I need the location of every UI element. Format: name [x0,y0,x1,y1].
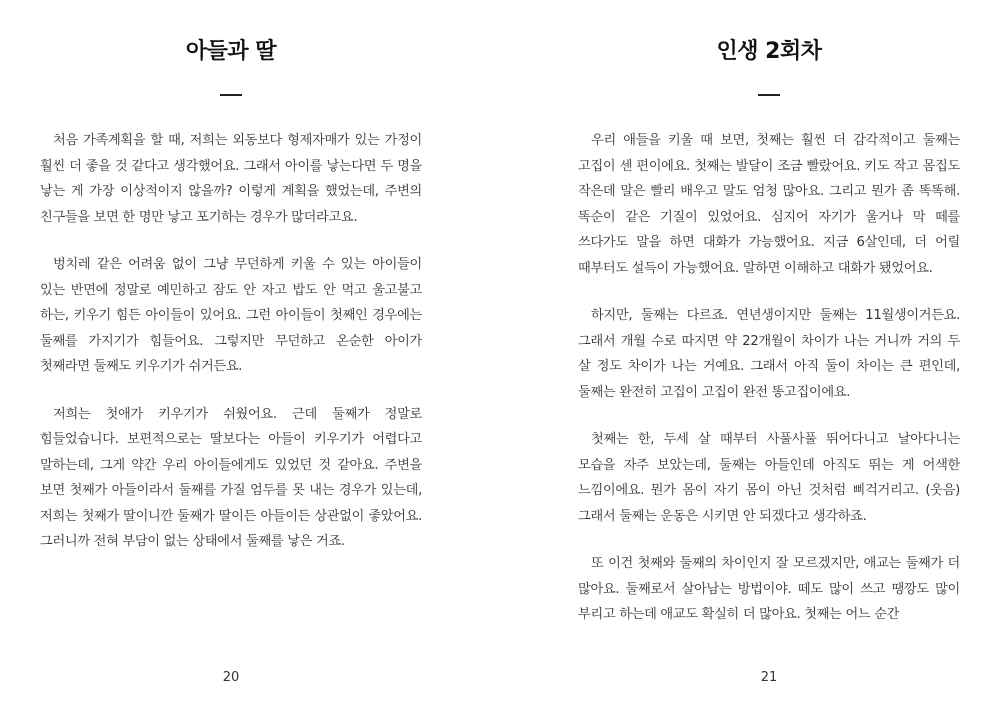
paragraph: 우리 애들을 키울 때 보면, 첫째는 훨씬 더 감각적이고 둘째는 고집이 센 편이에요. 첫째는 발달이 조금 빨랐어요. 키도 작고 몸집도 작은데 말은 빨리 배우고 말도 엄청 많아요. 그리고 뭔가 좀 똑똑해. 똑순이 같은 기질이 있었어요. 심지어 자기가 울거나 막 떼를 쓰다가도 말을 하면 대화가 가능했어요. 지금 6살인데, 더 어릴 때부터도 설득이 가능했어요. 말하면 이해하고 대화가 됐었어요. [578,133,960,276]
page-title: 인생 2회차 [716,39,822,64]
paragraph: 처음 가족계획을 할 때, 저희는 외동보다 형제자매가 있는 가정이 훨씬 더 좋을 것 같다고 생각했어요. 그래서 아이를 낳는다면 두 명을 낳는 게 가장 이상적이지 않을까? 이렇게 계획을 했었는데, 주변의 친구들을 보면 한 명만 낳고 포기하는 경우가 많더라고요. [40,133,422,225]
title-divider [758,94,780,96]
left-page [40,0,422,711]
paragraph: 하지만, 둘째는 다르죠. 연년생이지만 둘째는 11월생이거든요. 그래서 개월 수로 따지면 약 22개월이 차이가 나는 거니까 거의 두 살 정도 차이가 나는 거예요. 그래서 아직 둘이 차이는 큰 편인데, 둘째는 완전히 고집이 고집이 완전 똥고집이에요. [578,308,960,400]
paragraph: 첫째는 한, 두세 살 때부터 사풀사풀 뛰어다니고 날아다니는 모습을 자주 보았는데, 둘째는 아들인데 아직도 뛰는 게 어색한 느낌이에요. 뭔가 몸이 자기 몸이 아닌 것처럼 삐걱거리고. (웃음) 그래서 둘째는 운동은 시키면 안 되겠다고 생각하죠. [578,432,960,524]
page-number: 21 [760,670,778,685]
paragraph: 저희는 첫애가 키우기가 쉬웠어요. 근데 둘째가 정말로 힘들었습니다. 보편적으로는 딸보다는 아들이 키우기가 어렵다고 말하는데, 그게 약간 우리 아이들에게도 있었던 것 같아요. 주변을 보면 첫째가 아들이라서 둘째를 가질 엄두를 못 내는 경우가 있는데, 저희는 첫째가 딸이니깐 둘째가 딸이든 아들이든 상관없이 좋았어요. 그러니까 전혀 부담이 없는 상태에서 둘째를 낳은 거죠. [40,406,422,549]
page-title: 아들과 딸 [185,39,277,64]
right-page [578,0,960,711]
paragraph: 벙치레 같은 어려움 없이 그냥 무던하게 키울 수 있는 아이들이 있는 반면에 정말로 예민하고 잠도 안 자고 밥도 안 먹고 울고불고 하는, 키우기 힘든 아이들이 있어요. 그런 아이들이 첫째인 경우에는 둘째를 가지기가 힘들어요. 그렇지만 무던하고 온순한 아이가 첫째라면 둘째도 키우기가 쉬거든요. [40,257,422,374]
title-divider [220,94,242,96]
page-number: 20 [222,670,240,685]
paragraph: 또 이건 첫째와 둘째의 차이인지 잘 모르겠지만, 애교는 둘째가 더 많아요. 둘째로서 살아남는 방법이야. 떼도 많이 쓰고 땡깡도 많이 부리고 하는데 애교도 확실히 더 많아요. 첫째는 어느 순간 [578,556,960,622]
page-body [578,128,960,650]
page-body [40,128,422,577]
